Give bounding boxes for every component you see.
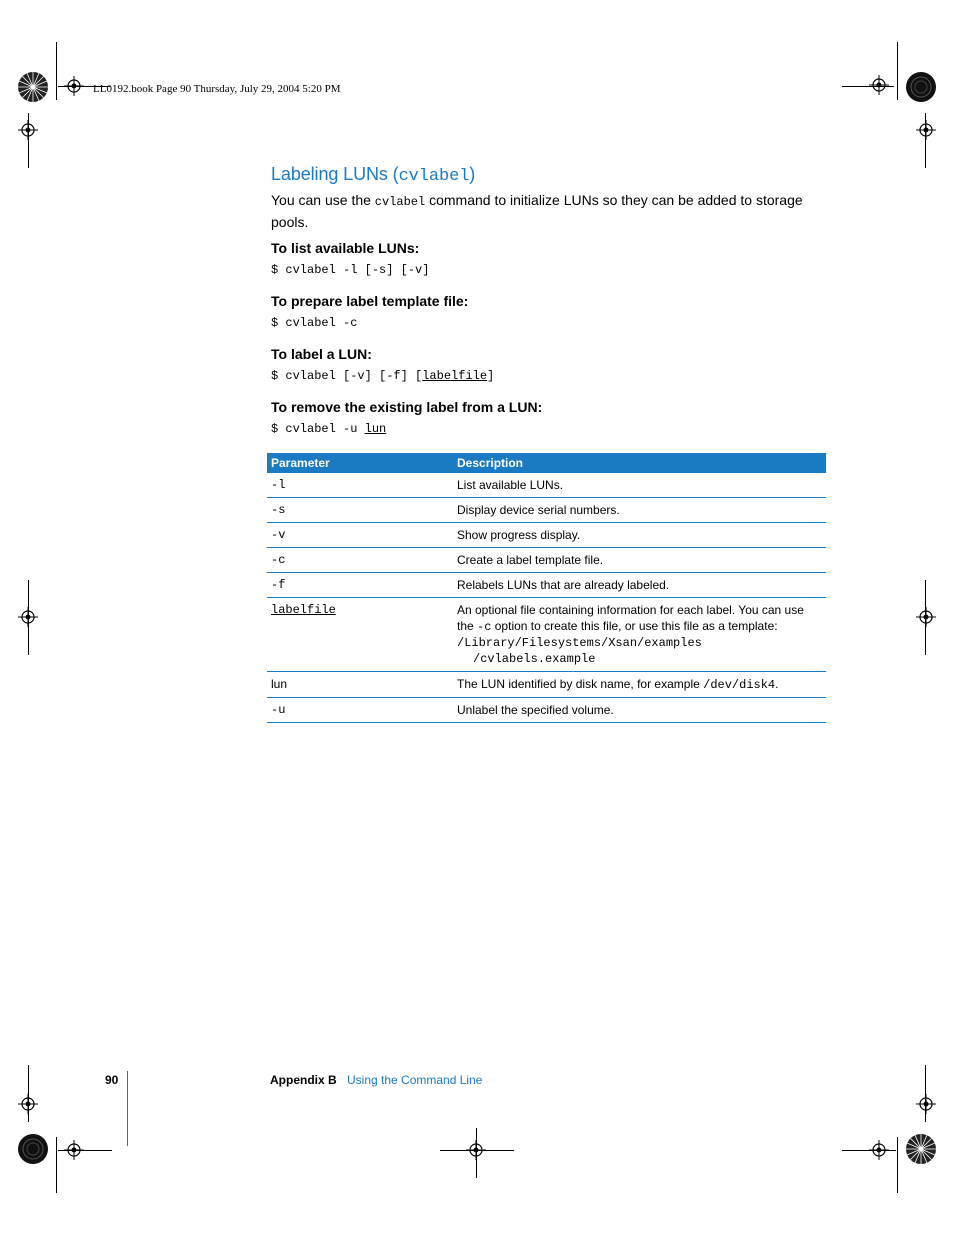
- table-row: [267, 548, 826, 573]
- desc-cell: Unlabel the specified volume.: [453, 698, 826, 723]
- desc-code: -c: [477, 620, 492, 634]
- table-header-row: [267, 453, 826, 473]
- step-title: To remove the existing label from a LUN:: [271, 399, 543, 415]
- desc-text: The LUN identified by disk name, for example: [457, 677, 704, 691]
- param-cell: -f: [267, 573, 453, 598]
- footer-chapter-link[interactable]: Using the Command Line: [347, 1073, 483, 1087]
- command-argument: lun: [364, 422, 387, 436]
- command-text: ]: [487, 369, 495, 383]
- registration-target-icon: [18, 607, 38, 627]
- crop-mark: [56, 1137, 57, 1193]
- crop-mark: [897, 1137, 898, 1193]
- table-row: [267, 473, 826, 498]
- param-cell: labelfile: [267, 598, 453, 672]
- desc-text: An optional file containing information for each label. You can use the: [457, 603, 804, 633]
- column-header-description: Description: [453, 453, 826, 473]
- crop-mark: [56, 42, 57, 100]
- desc-cell: Display device serial numbers.: [453, 498, 826, 523]
- print-slug: LL0192.book Page 90 Thursday, July 29, 2004 5:20 PM: [93, 83, 341, 95]
- desc-text: option to create this file, or use this file as a template:: [491, 619, 778, 633]
- desc-cell: List available LUNs.: [453, 473, 826, 498]
- heading-close: ): [469, 164, 476, 184]
- table-row: [267, 672, 826, 698]
- step-title: To label a LUN:: [271, 346, 372, 362]
- registration-target-icon: [869, 1140, 889, 1160]
- parameter-table: [267, 453, 826, 723]
- page-number: 90: [105, 1073, 119, 1087]
- heading-command: cvlabel: [398, 167, 470, 186]
- table-row: [267, 498, 826, 523]
- circle-mark-icon: [17, 1133, 49, 1165]
- intro-command: cvlabel: [374, 195, 426, 209]
- table-row: [267, 598, 826, 672]
- desc-cell: [453, 672, 826, 698]
- command-text: $ cvlabel -u: [271, 422, 365, 436]
- command-text: $ cvlabel [-v] [-f] [: [271, 369, 423, 383]
- registration-target-icon: [466, 1140, 486, 1160]
- param-cell: -c: [267, 548, 453, 573]
- intro-text: You can use the: [271, 192, 375, 208]
- param-cell: -u: [267, 698, 453, 723]
- intro-paragraph: [271, 190, 827, 232]
- desc-cell: Create a label template file.: [453, 548, 826, 573]
- desc-cell: Relabels LUNs that are already labeled.: [453, 573, 826, 598]
- crop-mark: [897, 42, 898, 100]
- param-cell: -l: [267, 473, 453, 498]
- param-cell: -s: [267, 498, 453, 523]
- section-heading: [271, 162, 827, 189]
- desc-cell: [453, 598, 826, 672]
- registration-target-icon: [916, 607, 936, 627]
- intro-text: command to initialize LUNs so they can be added to storage pools.: [271, 192, 803, 230]
- registration-target-icon: [18, 120, 38, 140]
- registration-target-icon: [64, 1140, 84, 1160]
- step-command: $ cvlabel -l [-s] [-v]: [271, 263, 430, 277]
- step-command: $ cvlabel -c: [271, 316, 358, 330]
- template-path: /Library/Filesystems/Xsan/examples: [457, 636, 702, 650]
- param-cell: lun: [267, 672, 453, 698]
- desc-text: .: [775, 677, 779, 691]
- desc-code: /dev/disk4: [703, 678, 776, 692]
- main-content: [271, 162, 827, 232]
- starburst-mark-icon: [905, 1133, 937, 1165]
- desc-cell: Show progress display.: [453, 523, 826, 548]
- param-cell: -v: [267, 523, 453, 548]
- footer-appendix: Appendix B: [270, 1073, 337, 1087]
- table-row: [267, 523, 826, 548]
- step-command: [271, 368, 494, 384]
- footer-divider: [127, 1071, 128, 1146]
- step-title: To prepare label template file:: [271, 293, 469, 309]
- step-command: [271, 421, 386, 437]
- column-header-parameter: Parameter: [267, 453, 453, 473]
- table-row: [267, 573, 826, 598]
- table-row: [267, 698, 826, 723]
- heading-text: Labeling LUNs (: [271, 164, 399, 184]
- registration-target-icon: [916, 1094, 936, 1114]
- circle-mark-icon: [905, 71, 937, 103]
- template-path: /cvlabels.example: [473, 652, 596, 666]
- step-title: To list available LUNs:: [271, 240, 420, 256]
- registration-target-icon: [64, 76, 84, 96]
- command-argument: labelfile: [422, 369, 488, 383]
- registration-target-icon: [916, 120, 936, 140]
- starburst-mark-icon: [17, 71, 49, 103]
- registration-target-icon: [869, 75, 889, 95]
- registration-target-icon: [18, 1094, 38, 1114]
